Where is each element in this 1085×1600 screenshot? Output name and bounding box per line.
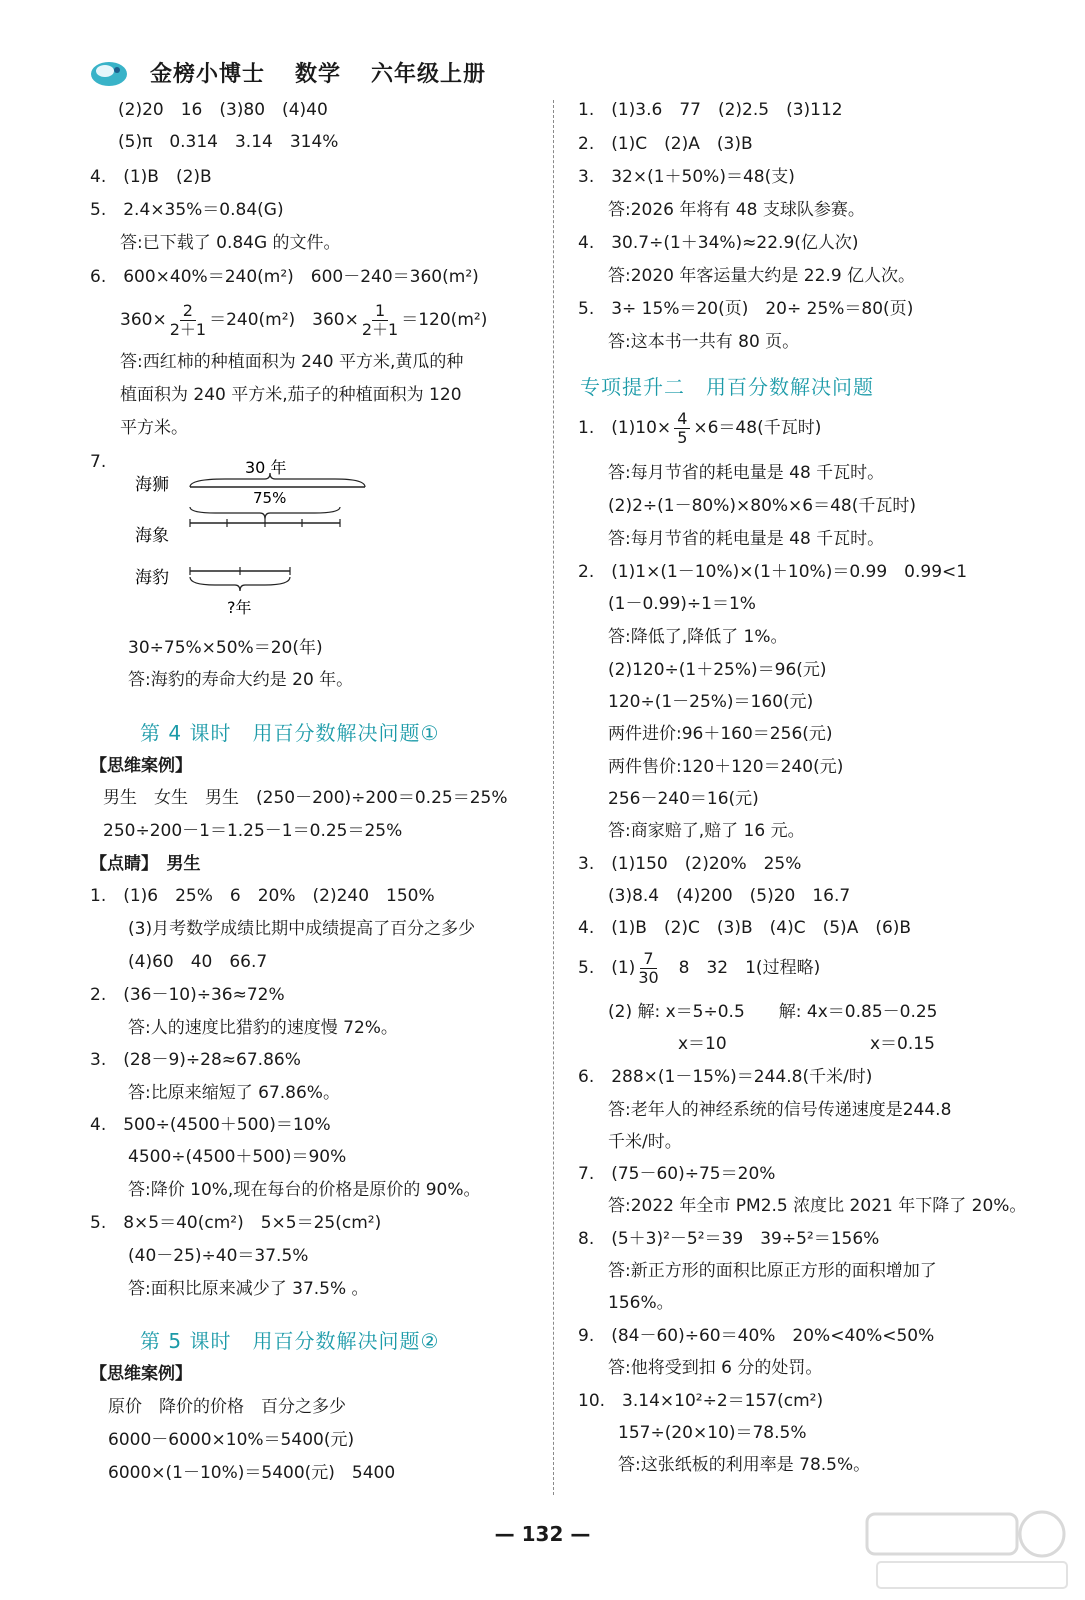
answer-line: 答:这本书一共有 80 页。 bbox=[608, 332, 800, 352]
answer-line: 答:2022 年全市 PM2.5 浓度比 2021 年下降了 20%。 bbox=[608, 1196, 1027, 1216]
answer-line: 答:比原来缩短了 67.86%。 bbox=[128, 1083, 340, 1103]
answer-line: 120÷(1－25%)＝160(元) bbox=[608, 692, 814, 712]
answer-line: (2)20 16 (3)80 (4)40 bbox=[118, 100, 328, 120]
answer-line: 答:西红柿的种植面积为 240 平方米,黄瓜的种 bbox=[120, 352, 464, 372]
answer-line: (4)60 40 66.7 bbox=[128, 952, 268, 972]
answer-line: 5. 8×5＝40(cm²) 5×5＝25(cm²) bbox=[90, 1213, 382, 1233]
answer-line: 答:这张纸板的利用率是 78.5%。 bbox=[618, 1455, 871, 1475]
answer-line: 10. 3.14×10²÷2＝157(cm²) bbox=[578, 1391, 824, 1411]
answer-line: 两件进价:96＋160＝256(元) bbox=[608, 724, 833, 744]
answer-line: 答:面积比原来减少了 37.5% 。 bbox=[128, 1279, 369, 1299]
answer-line: 8. (5＋3)²－5²＝39 39÷5²＝156% bbox=[578, 1229, 880, 1249]
fraction bbox=[674, 410, 690, 447]
answer-line: 答:降低了,降低了 1%。 bbox=[608, 627, 788, 647]
answer-line: 7. (75－60)÷75＝20% bbox=[578, 1164, 776, 1184]
answer-line: 答:海豹的寿命大约是 20 年。 bbox=[128, 670, 354, 690]
answer-line: 答:商家赔了,赔了 16 元。 bbox=[608, 821, 805, 841]
answer-line: (5)π 0.314 3.14 314% bbox=[118, 132, 339, 152]
answer-line: (2)2÷(1－80%)×80%×6＝48(千瓦时) bbox=[608, 496, 916, 516]
answer-line: (1－0.99)÷1＝1% bbox=[608, 594, 756, 614]
answer-line: 156%。 bbox=[608, 1293, 674, 1313]
equation-part: ×6＝48(千瓦时) bbox=[693, 418, 822, 438]
denominator: 2＋1 bbox=[169, 319, 207, 339]
answer-line: 4. (1)B (2)B bbox=[90, 167, 212, 187]
section-title-lesson-5: 第 5 课时 用百分数解决问题② bbox=[140, 1329, 440, 1353]
subject-title: 数学 bbox=[295, 61, 342, 87]
book-logo-icon bbox=[90, 57, 128, 87]
answer-line: 5. 2.4×35%＝0.84(G) bbox=[90, 200, 284, 220]
fraction-equation bbox=[578, 408, 821, 448]
column-divider bbox=[553, 100, 554, 1495]
answer-line: 6000－6000×10%＝5400(元) bbox=[108, 1430, 355, 1450]
answer-line: 9. (84－60)÷60＝40% 20%<40%<50% bbox=[578, 1326, 935, 1346]
denominator: 30 bbox=[638, 967, 659, 987]
equation-part: 5. (1) bbox=[578, 958, 636, 978]
answer-line: 30÷75%×50%＝20(年) bbox=[128, 638, 323, 658]
answer-line: (2)120÷(1＋25%)＝96(元) bbox=[608, 660, 827, 680]
answer-line: 植面积为 240 平方米,茄子的种植面积为 120 bbox=[120, 385, 462, 405]
label-sea-lion: 海狮 bbox=[135, 475, 169, 495]
answer-line: (3)8.4 (4)200 (5)20 16.7 bbox=[608, 886, 851, 906]
answer-line: 157÷(20×10)＝78.5% bbox=[618, 1423, 807, 1443]
answer-line: 6. 600×40%＝240(m²) 600－240＝360(m²) bbox=[90, 267, 479, 287]
answer-line: 答:人的速度比猎豹的速度慢 72%。 bbox=[128, 1018, 398, 1038]
equation-part: 1. (1)10× bbox=[578, 418, 672, 438]
label-75-percent: 75% bbox=[253, 489, 287, 507]
grade-title: 六年级上册 bbox=[371, 61, 487, 87]
answer-line: 【思维案例】 bbox=[90, 1364, 192, 1384]
answer-line: 原价 降价的价格 百分之多少 bbox=[108, 1397, 346, 1417]
answer-line: 2. (36－10)÷36≈72% bbox=[90, 985, 285, 1005]
brace-bottom bbox=[190, 577, 290, 591]
denominator: 2＋1 bbox=[361, 319, 399, 339]
answer-line: 答:每月节省的耗电量是 48 千瓦时。 bbox=[608, 463, 885, 483]
answer-line: 7. bbox=[90, 452, 107, 472]
answer-line: 答:新正方形的面积比原正方形的面积增加了 bbox=[608, 1261, 937, 1281]
answer-line: 平方米。 bbox=[120, 418, 188, 438]
brand-title: 金榜小博士 bbox=[150, 61, 266, 87]
answer-line: (40－25)÷40＝37.5% bbox=[128, 1246, 309, 1266]
answer-line: 3. (28－9)÷28≈67.86% bbox=[90, 1050, 301, 1070]
section-title-lesson-4: 第 4 课时 用百分数解决问题① bbox=[140, 721, 440, 745]
answer-line: 答:每月节省的耗电量是 48 千瓦时。 bbox=[608, 529, 885, 549]
fraction-equation bbox=[120, 300, 487, 340]
watermark-logo-icon bbox=[857, 1506, 1077, 1596]
answer-line: 2. (1)C (2)A (3)B bbox=[578, 134, 753, 154]
answer-line: 男生 女生 男生 (250－200)÷200＝0.25＝25% bbox=[103, 788, 508, 808]
answer-line: 1. (1)6 25% 6 20% (2)240 150% bbox=[90, 886, 435, 906]
answer-line: 【点睛】 男生 bbox=[90, 854, 201, 874]
answer-line: 4. (1)B (2)C (3)B (4)C (5)A (6)B bbox=[578, 918, 912, 938]
section-title-special-2: 专项提升二 用百分数解决问题 bbox=[580, 375, 874, 399]
page-number: — 132 — bbox=[494, 1522, 591, 1546]
answer-line: 两件售价:120＋120＝240(元) bbox=[608, 757, 844, 777]
answer-line: 答:老年人的神经系统的信号传递速度是244.8 bbox=[608, 1100, 952, 1120]
answer-line: 千米/时。 bbox=[608, 1132, 682, 1152]
answer-line: 6000×(1－10%)＝5400(元) 5400 bbox=[108, 1463, 396, 1483]
answer-line: 256－240＝16(元) bbox=[608, 789, 759, 809]
fraction bbox=[638, 950, 658, 987]
answer-line: 答:2020 年客运量大约是 22.9 亿人次。 bbox=[608, 266, 916, 286]
label-seal: 海豹 bbox=[135, 568, 169, 588]
equation-part: 8 32 1(过程略) bbox=[661, 958, 821, 978]
answer-line: 3. (1)150 (2)20% 25% bbox=[578, 854, 802, 874]
answer-line: (2) 解: x＝5÷0.5 解: 4x＝0.85－0.25 bbox=[608, 1002, 938, 1022]
answer-line: 【思维案例】 bbox=[90, 756, 192, 776]
answer-line: x＝0.15 bbox=[870, 1034, 935, 1054]
denominator: 5 bbox=[677, 427, 688, 447]
answer-line: 6. 288×(1－15%)＝244.8(千米/时) bbox=[578, 1067, 873, 1087]
numerator: 2 bbox=[180, 302, 196, 321]
fraction-equation bbox=[578, 948, 820, 988]
answer-line: (3)月考数学成绩比期中成绩提高了百分之多少 bbox=[128, 919, 476, 939]
answer-line: 4. 30.7÷(1＋34%)≈22.9(亿人次) bbox=[578, 233, 859, 253]
answer-line: 4. 500÷(4500＋500)＝10% bbox=[90, 1115, 331, 1135]
answer-line: 2. (1)1×(1－10%)×(1＋10%)＝0.99 0.99<1 bbox=[578, 562, 968, 582]
answer-line: x＝10 bbox=[678, 1034, 727, 1054]
numerator: 7 bbox=[640, 950, 656, 969]
fraction bbox=[362, 302, 398, 339]
fraction bbox=[170, 302, 206, 339]
answer-line: 答:他将受到扣 6 分的处罚。 bbox=[608, 1358, 823, 1378]
answer-line: 答:2026 年将有 48 支球队参赛。 bbox=[608, 200, 865, 220]
line-segment-diagram bbox=[135, 455, 395, 625]
equation-part: 360× bbox=[120, 310, 167, 330]
numerator: 4 bbox=[674, 410, 690, 429]
numerator: 1 bbox=[372, 302, 388, 321]
brace-middle bbox=[190, 507, 340, 519]
answer-line: 答:已下载了 0.84G 的文件。 bbox=[120, 233, 341, 253]
answer-line: 3. 32×(1＋50%)＝48(支) bbox=[578, 167, 795, 187]
equation-part: ＝120(m²) bbox=[401, 310, 488, 330]
answer-line: 5. 3÷ 15%＝20(页) 20÷ 25%＝80(页) bbox=[578, 299, 914, 319]
label-unknown-years: ?年 bbox=[227, 598, 252, 617]
answer-line: 答:降价 10%,现在每台的价格是原价的 90%。 bbox=[128, 1180, 481, 1200]
answer-line: 4500÷(4500＋500)＝90% bbox=[128, 1147, 347, 1167]
answer-line: 250÷200－1＝1.25－1＝0.25＝25% bbox=[103, 821, 403, 841]
label-30-years: 30 年 bbox=[245, 458, 287, 477]
page-header bbox=[90, 52, 516, 92]
label-walrus: 海象 bbox=[135, 526, 169, 546]
answer-line: 1. (1)3.6 77 (2)2.5 (3)112 bbox=[578, 100, 843, 120]
equation-part: ＝240(m²) 360× bbox=[209, 310, 359, 330]
